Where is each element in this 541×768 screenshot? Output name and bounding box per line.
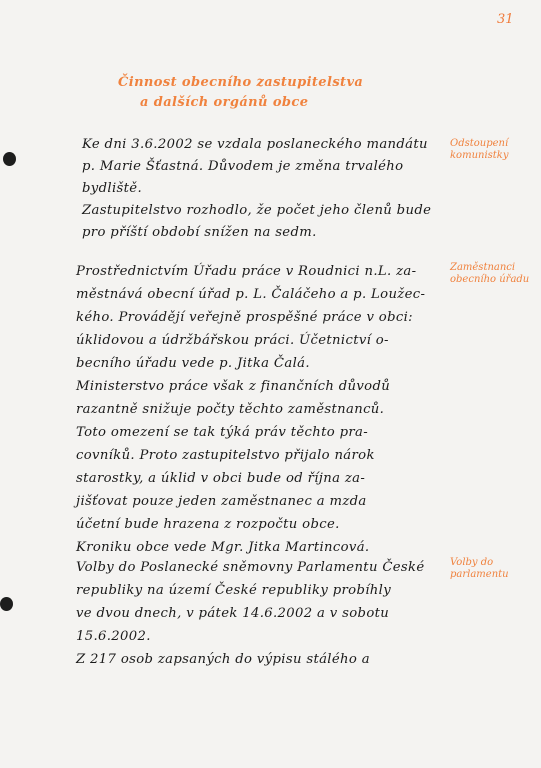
margin-note-line: Volby do xyxy=(450,557,494,568)
text-line: Z 217 osob zapsaných do výpisu stálého a xyxy=(76,652,370,667)
text-line: 15.6.2002. xyxy=(76,629,151,644)
text-line: městnává obecní úřad p. L. Čaláčeho a p. Loužec- xyxy=(76,287,426,302)
text-line: Ministerstvo práce však z finančních důvodů xyxy=(76,379,391,394)
punch-hole-top xyxy=(3,152,16,166)
margin-note-employees xyxy=(450,262,529,286)
margin-note-line: obecního úřadu xyxy=(450,274,530,285)
text-line: bydliště. xyxy=(82,181,142,196)
text-line: covníků. Proto zastupitelstvo přijalo nárok xyxy=(76,448,375,463)
text-line: Prostřednictvím Úřadu práce v Roudnici n.L. za- xyxy=(76,264,417,279)
text-line: pro příští období snížen na sedm. xyxy=(82,225,317,240)
text-line: starostky, a úklid v obci bude od října za- xyxy=(76,471,366,486)
text-line: razantně snižuje počty těchto zaměstnanců. xyxy=(76,402,385,417)
text-line: Ke dni 3.6.2002 se vzdala poslaneckého mandátu xyxy=(82,137,428,152)
text-line: p. Marie Šťastná. Důvodem je změna trvalého xyxy=(82,159,404,174)
text-line: kého. Provádějí veřejně prospěšné práce v obci: xyxy=(76,310,413,325)
punch-hole-bottom xyxy=(0,597,13,611)
text-line: Kroniku obce vede Mgr. Jitka Martincová. xyxy=(76,540,370,555)
margin-note-line: Odstoupení xyxy=(450,138,509,149)
text-line: jišťovat pouze jeden zaměstnanec a mzda xyxy=(76,494,367,509)
text-line: ve dvou dnech, v pátek 14.6.2002 a v sobotu xyxy=(76,606,390,621)
text-line: úklidovou a údržbářskou práci. Účetnictví o- xyxy=(76,333,389,348)
text-line: republiky na území České republiky probíhly xyxy=(76,583,392,598)
text-line: účetní bude hrazena z rozpočtu obce. xyxy=(76,517,340,532)
margin-note-line: Zaměstnanci xyxy=(450,262,516,273)
text-line: Toto omezení se tak týká práv těchto pra- xyxy=(76,425,369,440)
heading-line-2: a dalších orgánů obce xyxy=(140,95,309,110)
margin-note-line: parlamentu xyxy=(450,569,509,580)
text-line: Zastupitelstvo rozhodlo, že počet jeho členů bude xyxy=(82,203,432,218)
margin-note-elections xyxy=(450,557,509,581)
text-line: Volby do Poslanecké sněmovny Parlamentu České xyxy=(76,560,425,575)
section-heading xyxy=(118,73,363,113)
heading-line-1: Činnost obecního zastupitelstva xyxy=(118,75,364,90)
page-number: 31 xyxy=(497,12,514,27)
margin-note-resignation xyxy=(450,138,509,162)
margin-note-line: komunistky xyxy=(450,150,509,161)
text-line: becního úřadu vede p. Jitka Čalá. xyxy=(76,356,310,371)
